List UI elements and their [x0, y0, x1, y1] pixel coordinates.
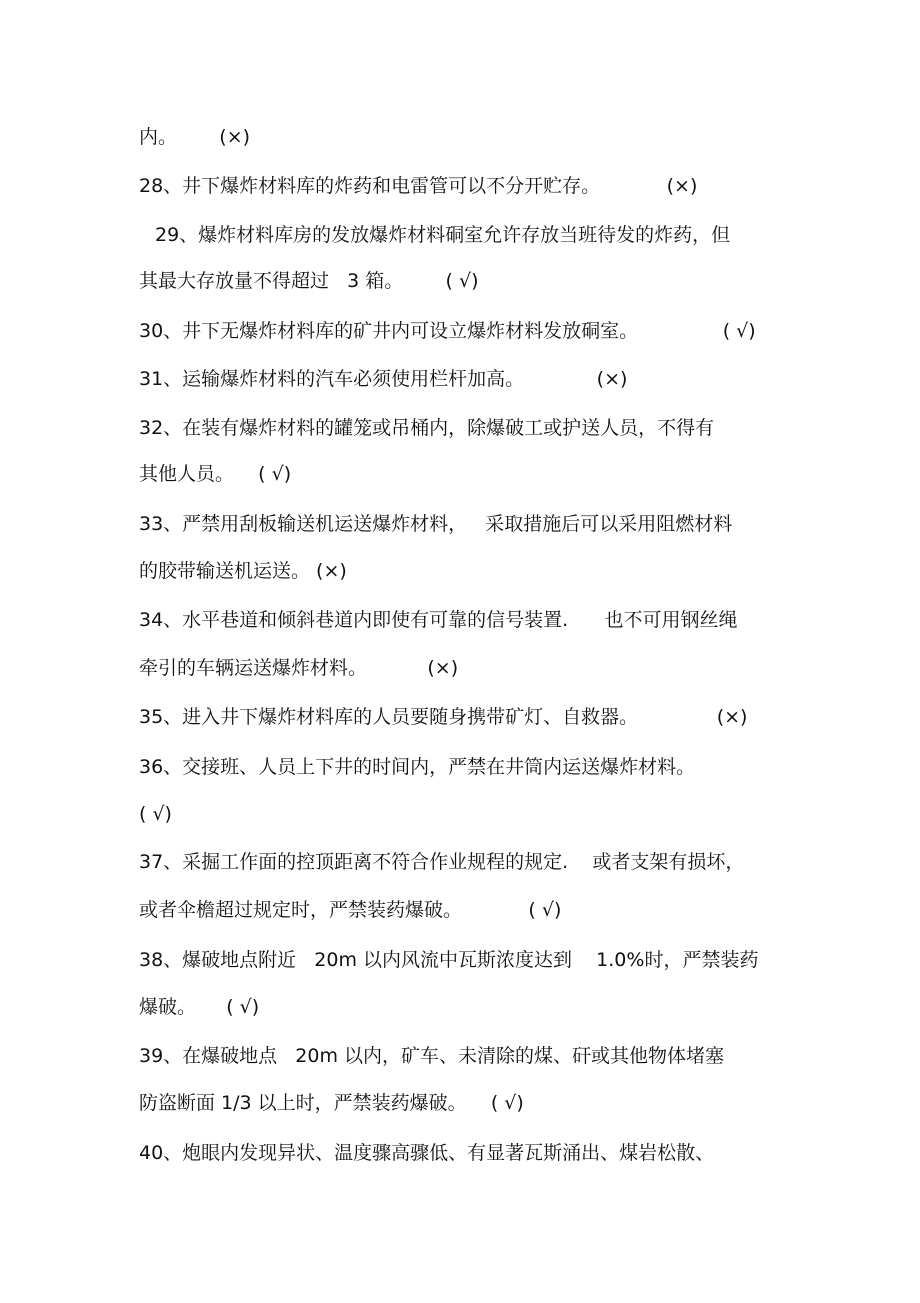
text-line-6: 31、运输爆炸材料的汽车必须使用栏杆加高。 (×) [139, 368, 628, 390]
text-line-1: 内。 (×) [139, 126, 251, 148]
text-line-16: 37、采掘工作面的控顶距离不符合作业规程的规定. 或者支架有损坏， [139, 851, 745, 873]
text-line-10: 的胶带输送机运送。 (×) [139, 560, 347, 582]
text-line-17: 或者伞檐超过规定时，严禁装药爆破。 ( √) [139, 899, 562, 921]
text-line-13: 35、进入井下爆炸材料库的人员要随身携带矿灯、自救器。 (×) [139, 706, 748, 728]
text-line-21: 防盗断面 1/3 以上时，严禁装药爆破。 ( √) [139, 1092, 524, 1114]
text-line-7: 32、在装有爆炸材料的罐笼或吊桶内，除爆破工或护送人员，不得有 [139, 417, 715, 439]
text-line-2: 28、井下爆炸材料库的炸药和电雷管可以不分开贮存。 (×) [139, 175, 698, 197]
text-line-20: 39、在爆破地点 20m 以内，矿车、未清除的煤、矸或其他物体堵塞 [139, 1045, 725, 1067]
text-line-8: 其他人员。 ( √) [139, 463, 292, 485]
text-line-5: 30、井下无爆炸材料库的矿井内可设立爆炸材料发放硐室。 ( √) [139, 320, 756, 342]
text-line-14: 36、交接班、人员上下井的时间内，严禁在井筒内运送爆炸材料。 [139, 756, 696, 778]
text-line-22: 40、炮眼内发现异状、温度骤高骤低、有显著瓦斯涌出、煤岩松散、 [139, 1142, 715, 1164]
text-line-11: 34、水平巷道和倾斜巷道内即使有可靠的信号装置. 也不可用钢丝绳 [139, 609, 738, 631]
text-line-12: 牵引的车辆运送爆炸材料。 (×) [139, 657, 459, 679]
text-line-19: 爆破。 ( √) [139, 996, 260, 1018]
text-line-9: 33、严禁用刮板输送机运送爆炸材料， 采取措施后可以采用阻燃材料 [139, 513, 733, 535]
text-line-15: ( √) [139, 803, 172, 825]
text-line-18: 38、爆破地点附近 20m 以内风流中瓦斯浓度达到 1.0%时，严禁装药 [139, 949, 759, 971]
text-line-3: 29、爆炸材料库房的发放爆炸材料硐室允许存放当班待发的炸药，但 [155, 224, 731, 246]
text-line-4: 其最大存放量不得超过 3 箱。 ( √) [139, 270, 479, 292]
